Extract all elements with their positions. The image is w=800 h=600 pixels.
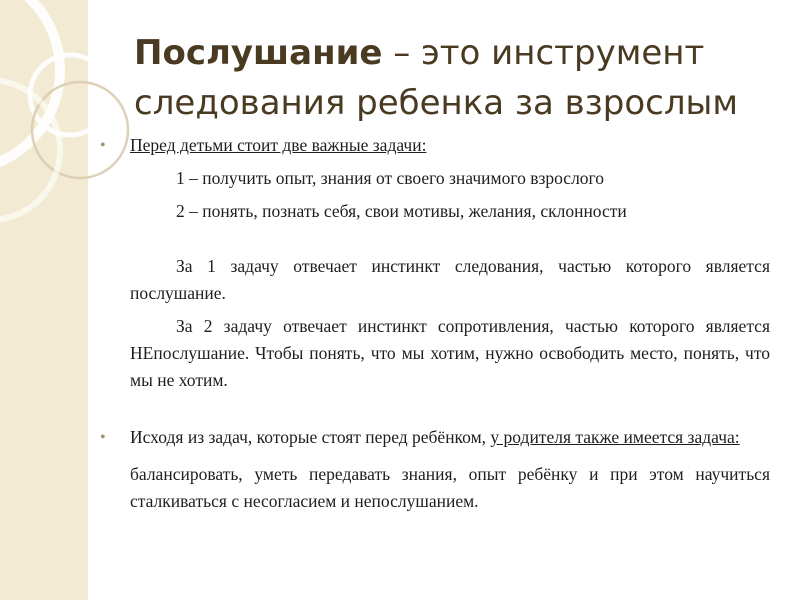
paragraph-resistance: За 2 задачу отвечает инстинкт сопротивления, частью которого является НЕпослушание. Чтобы понять, что мы хотим, нужно освободить место, понять, что мы не хотим. [130,316,770,390]
tasks-heading: Перед детьми стоит две важные задачи: [130,135,427,155]
tasks-block [100,165,770,394]
bullet-parent-task [100,424,770,451]
title-rest-line1: – это инструмент [382,33,705,73]
paragraph-following: За 1 задачу отвечает инстинкт следования, частью которого является послушание. [130,256,770,303]
task-2: 2 – понять, познать себя, свои мотивы, желания, склонности [176,201,627,221]
parent-task-block [100,461,770,515]
paragraph-balance: балансировать, уметь передавать знания, опыт ребёнку и при этом научиться сталкиваться с несогласием и непослушанием. [130,464,770,511]
task-1: 1 – получить опыт, знания от своего значимого взрослого [176,168,605,188]
bullet-tasks [100,132,770,159]
title-line2: следования ребенка за взрослым [134,83,739,123]
title-keyword: Послушание [134,33,383,73]
slide-body [100,132,770,515]
slide-title [134,28,774,128]
parent-task-underlined: у родителя также имеется задача: [490,427,740,447]
parent-task-text: Исходя из задач, которые стоят перед ребёнком, [130,427,491,447]
